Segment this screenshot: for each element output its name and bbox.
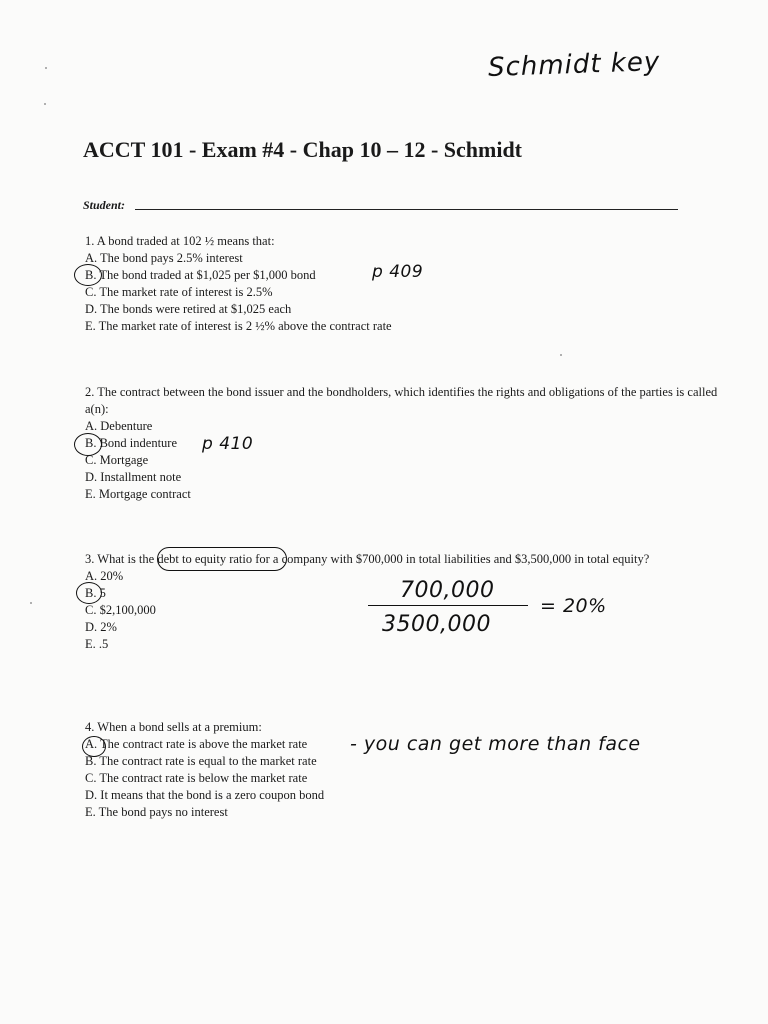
question-2-option-b: B. Bond indenture [85,436,178,450]
work-numerator: 700,000 [400,578,495,603]
question-1-option-e: E. The market rate of interest is 2 ½% above the contract rate [85,319,392,333]
question-4 [85,719,324,821]
scan-speck [560,354,562,356]
question-3-option-e: E. .5 [85,637,109,651]
answer-circle-q3 [76,582,102,604]
question-4-stem: 4. When a bond sells at a premium: [85,720,262,734]
question-1-option-b: B. The bond traded at $1,025 per $1,000 bond [85,268,316,282]
student-field [83,196,683,216]
question-4-option-b: B. The contract rate is equal to the market rate [85,754,317,768]
answer-circle-q2 [74,433,102,456]
question-4-option-e: E. The bond pays no interest [85,805,228,819]
question-3-option-b: B. 5 [85,586,106,600]
q2-page-note: p 410 [202,434,254,454]
question-4-option-a: A. The contract rate is above the market rate [85,737,308,751]
question-2-option-c: C. Mortgage [85,453,149,467]
answer-circle-q1 [74,264,102,286]
question-2-option-e: E. Mortgage contract [85,487,191,501]
q1-page-note: p 409 [372,262,424,282]
question-1-option-d: D. The bonds were retired at $1,025 each [85,302,292,316]
question-1 [85,233,392,335]
scan-speck [30,602,32,604]
question-2-option-d: D. Installment note [85,470,182,484]
work-denominator: 3500,000 [382,612,491,637]
scan-speck [45,67,47,69]
student-answer-line [135,209,678,210]
student-label: Student: [83,198,126,212]
work-result: = 20% [540,595,607,617]
question-2-option-a: A. Debenture [85,419,153,433]
handwritten-header: Schmidt key [487,47,661,83]
q4-handwritten-note: - you can get more than face [350,733,641,755]
question-4-option-c: C. The contract rate is below the market rate [85,771,308,785]
exam-title: ACCT 101 - Exam #4 - Chap 10 – 12 - Schmidt [83,137,523,162]
question-2 [85,384,725,503]
question-3-option-a: A. 20% [85,569,124,583]
key-term-circle-q3 [157,547,287,571]
question-4-option-d: D. It means that the bond is a zero coupon bond [85,788,325,802]
question-3-stem: 3. What is the debt to equity ratio for a company with $700,000 in total liabilities and $3,500,000 in total equity? [85,552,650,566]
question-3-option-c: C. $2,100,000 [85,603,156,617]
question-3-option-d: D. 2% [85,620,117,634]
question-1-stem: 1. A bond traded at 102 ½ means that: [85,234,275,248]
answer-circle-q4 [82,736,106,757]
question-1-option-c: C. The market rate of interest is 2.5% [85,285,273,299]
scan-speck [44,103,46,105]
work-fraction-bar [368,605,528,606]
question-1-option-a: A. The bond pays 2.5% interest [85,251,243,265]
question-2-stem: 2. The contract between the bond issuer and the bondholders, which identifies the rights and obligations of the parties is called a(n): [85,385,718,416]
